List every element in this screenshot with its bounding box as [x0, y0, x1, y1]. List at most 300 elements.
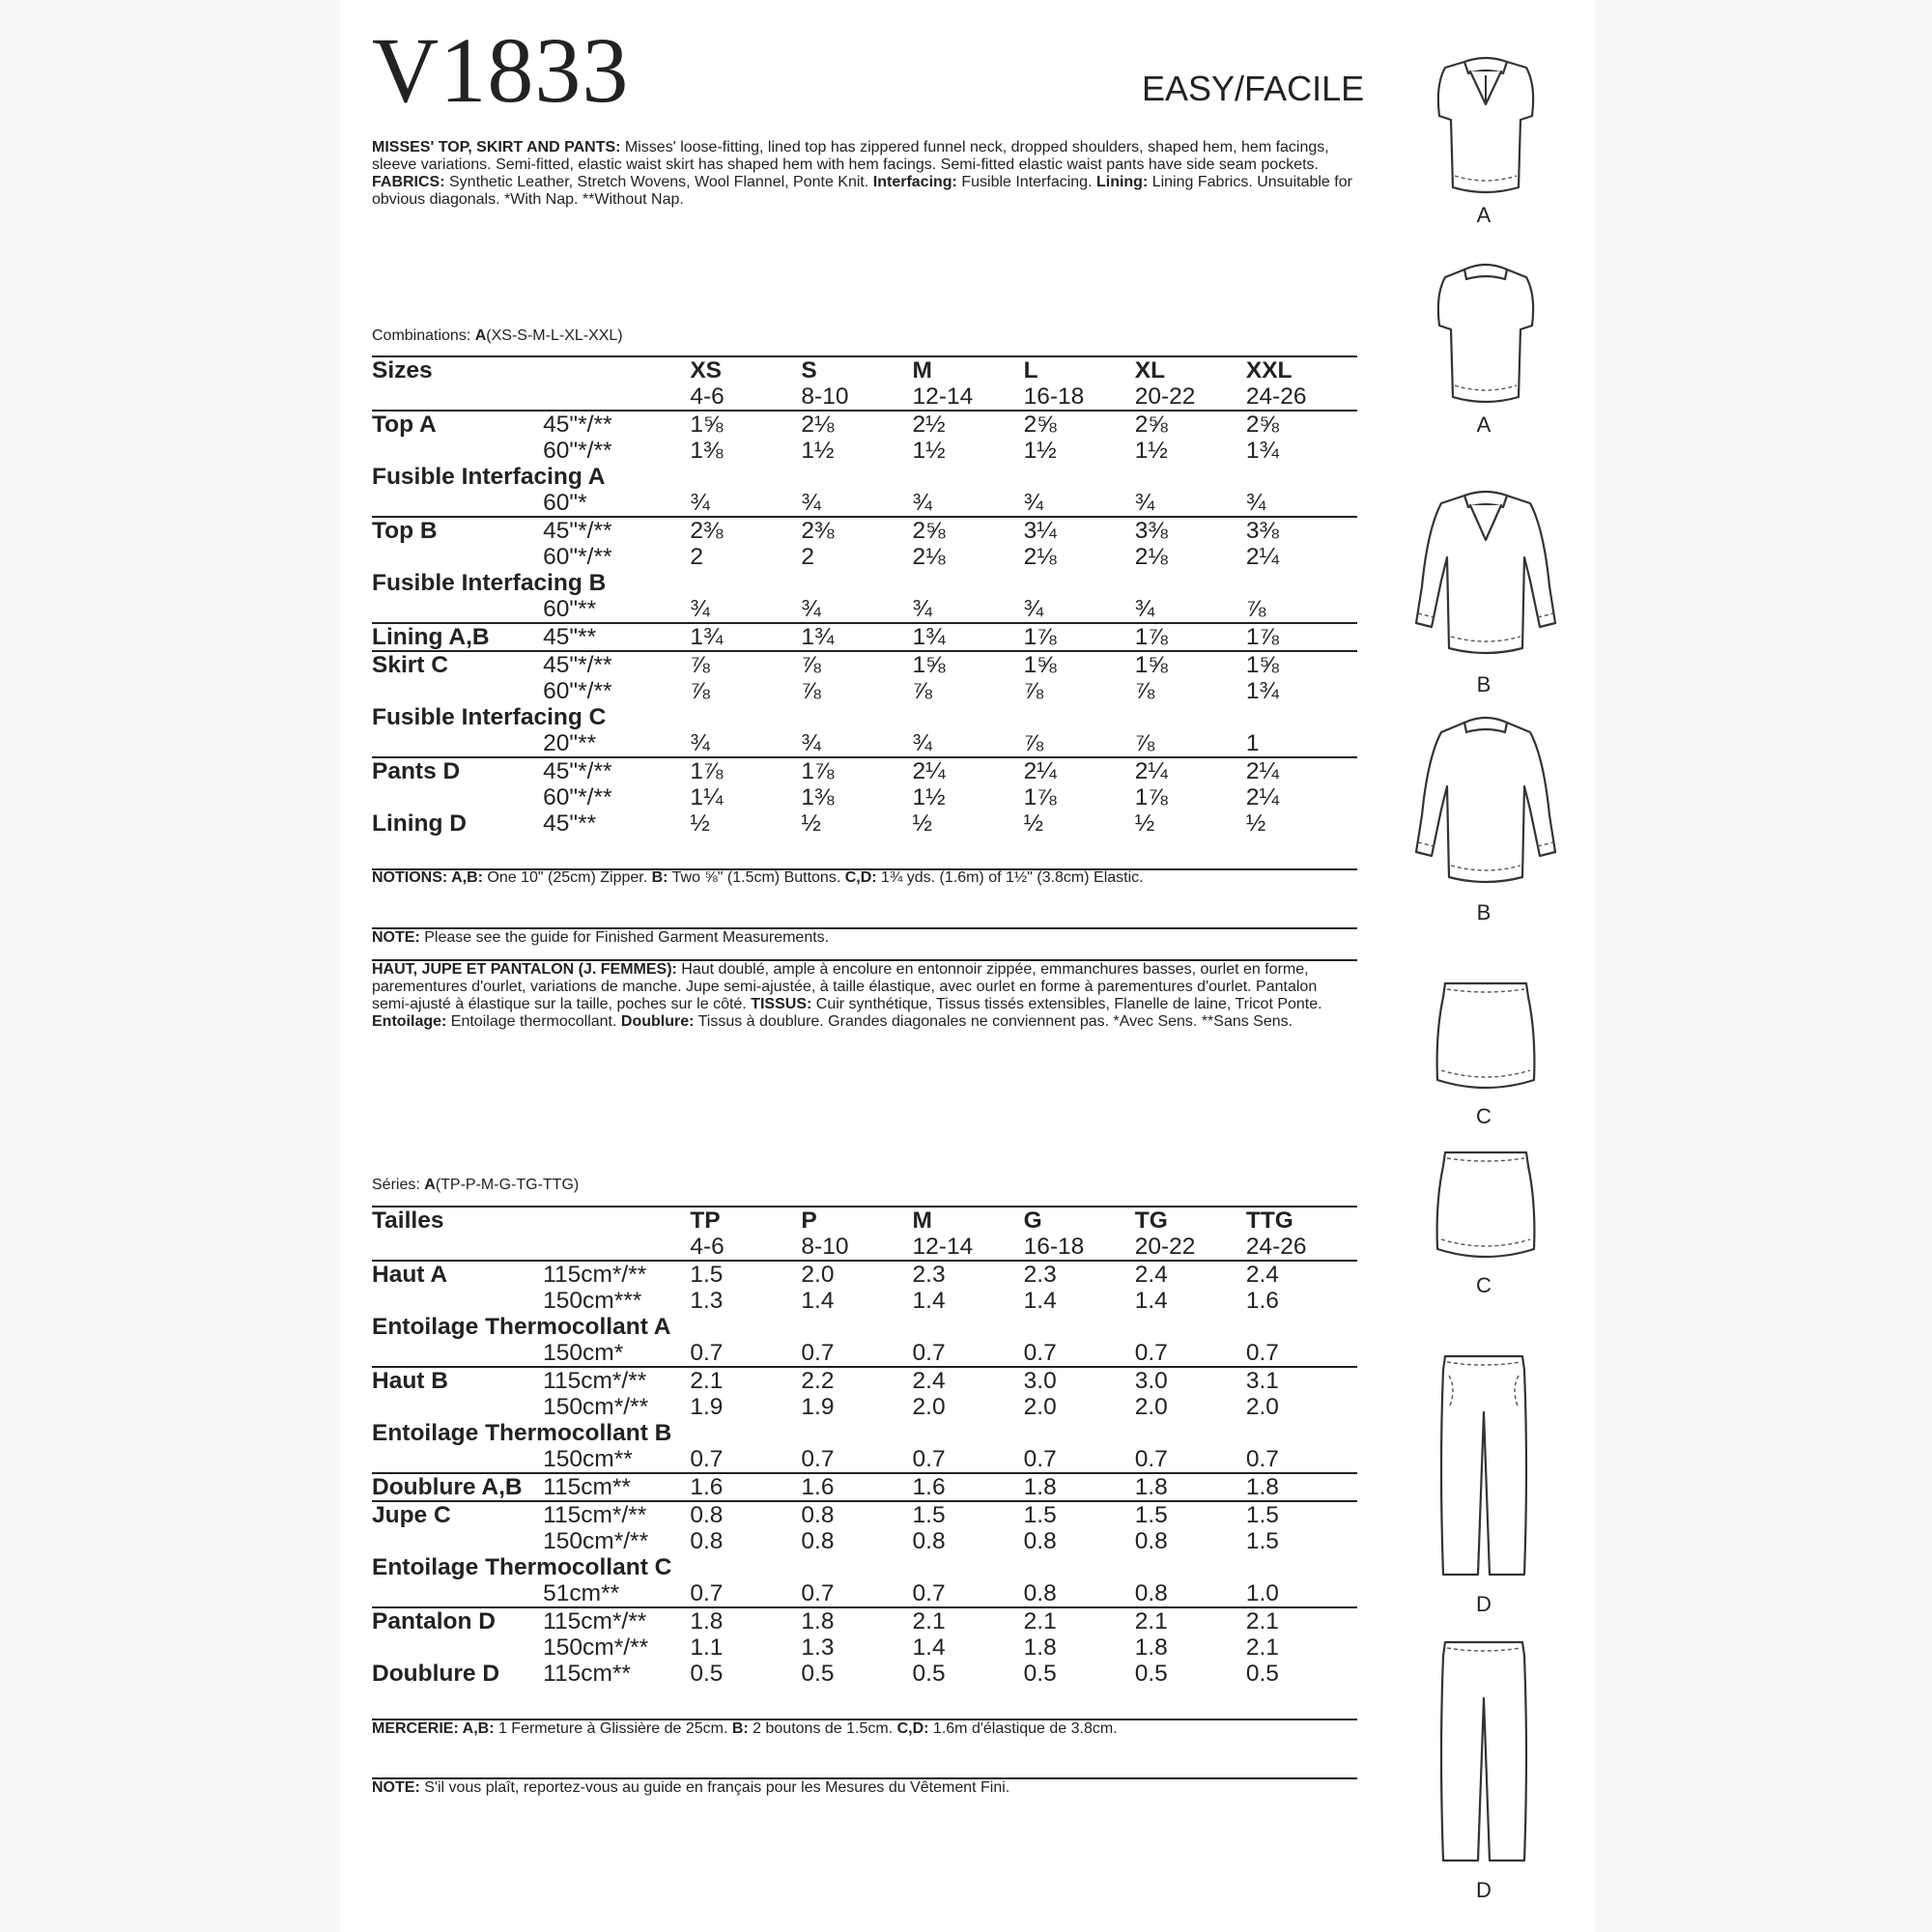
- size-heading: TG: [1134, 1208, 1168, 1234]
- yardage-cell: ⅞: [801, 678, 821, 704]
- yardage-cell: 1¾: [1245, 438, 1279, 464]
- table-row: [372, 1528, 1357, 1554]
- yardage-cell: 0.8: [690, 1528, 724, 1554]
- size-range: 12-14: [912, 1234, 974, 1260]
- table-row: [372, 1446, 1357, 1473]
- top-long-sleeve-back-icon: [1408, 709, 1563, 893]
- yardage-cell: 0.7: [690, 1446, 724, 1472]
- fabric-width: 115cm*/**: [543, 1501, 690, 1528]
- row-label: [372, 1340, 543, 1367]
- yardage-cell: 0.8: [1023, 1528, 1057, 1554]
- yardage-cell: 0.5: [1245, 1661, 1279, 1687]
- row-label: [372, 1288, 543, 1314]
- yardage-cell: 0.8: [801, 1501, 912, 1528]
- yardage-cell: 0.8: [690, 1501, 801, 1528]
- fabric-width: 150cm*: [543, 1340, 624, 1366]
- table-row: [372, 1288, 1357, 1314]
- yardage-cell: 2.3: [913, 1261, 1024, 1288]
- fabric-width: 60"*/**: [543, 678, 612, 704]
- yardage-cell: 1.0: [1245, 1580, 1279, 1606]
- table-row: [372, 596, 1357, 623]
- table-row: [372, 438, 1357, 464]
- fabric-width: 115cm*/**: [543, 1607, 690, 1634]
- yardage-cell: 3¼: [1024, 517, 1135, 544]
- note-en: NOTE: Please see the guide for Finished Garment Measurements.: [372, 929, 830, 946]
- fabric-width: 60"*/**: [543, 544, 612, 570]
- yardage-cell: 2⅝: [913, 517, 1024, 544]
- sizes-label: Tailles: [372, 1208, 444, 1234]
- fabric-width: 115cm**: [543, 1661, 631, 1687]
- size-heading: XXL: [1245, 357, 1293, 384]
- yardage-cell: 1.8: [801, 1607, 912, 1634]
- yardage-cell: 0.7: [801, 1446, 835, 1472]
- row-label: [372, 1634, 543, 1661]
- yardage-cell: 1: [1245, 730, 1260, 756]
- yardage-cell: 0.7: [1023, 1446, 1057, 1472]
- size-range: 20-22: [1134, 384, 1196, 410]
- notions-en: NOTIONS: A,B: One 10" (25cm) Zipper. B: Two ⅝" (1.5cm) Buttons. C,D: 1¾ yds. (1.6m) of 1½" (3.8cm) Elastic.: [372, 869, 1144, 886]
- description-en-title: MISSES' TOP, SKIRT AND PANTS:: [372, 139, 621, 156]
- yardage-cell: 1.5: [1135, 1501, 1246, 1528]
- yardage-cell: 1¾: [913, 623, 1024, 651]
- yardage-cell: 1.3: [690, 1288, 724, 1314]
- row-label: Doublure A,B: [372, 1473, 543, 1501]
- yardage-cell: 0.7: [690, 1340, 724, 1366]
- top-long-sleeve-front-icon: [1408, 480, 1563, 664]
- skirt-back-icon: [1430, 1145, 1542, 1270]
- yardage-cell: 0.7: [1134, 1446, 1168, 1472]
- yardage-cell: 2.4: [1246, 1261, 1357, 1288]
- yardage-cell: ¾: [1023, 596, 1044, 622]
- yardage-cell: ⅞: [1023, 730, 1044, 756]
- fabric-width: 45"**: [543, 623, 690, 651]
- view-label: D: [1476, 1878, 1492, 1902]
- notions-fr: MERCERIE: A,B: 1 Fermeture à Glissière de 25cm. B: 2 boutons de 1.5cm. C,D: 1.6m d'élastique de 3.8cm.: [372, 1720, 1118, 1737]
- row-label: Pants D: [372, 757, 543, 784]
- yardage-cell: ¾: [1134, 490, 1155, 516]
- size-heading: S: [801, 357, 817, 384]
- yardage-cell: 1½: [1023, 438, 1057, 464]
- yardage-cell: 2¼: [1135, 757, 1246, 784]
- yardage-cell: 0.7: [912, 1446, 946, 1472]
- table-row: [372, 757, 1357, 784]
- row-label: Entoilage Thermocollant C: [372, 1554, 672, 1580]
- description-en: MISSES' TOP, SKIRT AND PANTS: Misses' loose-fitting, lined top has zippered funnel neck, dropped shoulders, shaped hem, hem facings, sleeve variations. Semi-fitted, elastic waist skirt has shaped hem with hem facings. Semi-fitted elastic waist pants have side seam pockets. FABRICS: Synthetic Leather, Stretch Wovens, Wool Flannel, Ponte Knit. Interfacing: Fusible Interfacing. Lining: Lining Fabrics. Unsuitable for obvious diagonals. *With Nap. **Without Nap.: [372, 139, 1352, 208]
- top-short-sleeve-front-icon: [1428, 46, 1544, 199]
- pants-front-icon: [1435, 1350, 1532, 1582]
- row-label: [372, 784, 543, 810]
- yardage-cell: 1.4: [1023, 1288, 1057, 1314]
- size-heading: G: [1023, 1208, 1042, 1234]
- yardage-cell: ¾: [801, 596, 821, 622]
- row-label: Fusible Interfacing C: [372, 704, 607, 730]
- row-label: Doublure D: [372, 1661, 500, 1687]
- table-row: [372, 1314, 1357, 1340]
- view-label: B: [1476, 672, 1492, 696]
- fabric-width: 150cm*/**: [543, 1528, 649, 1554]
- row-label: Fusible Interfacing A: [372, 464, 606, 490]
- table-row: [372, 1580, 1357, 1607]
- yardage-cell: 1¾: [1245, 678, 1279, 704]
- description-fr-title: HAUT, JUPE ET PANTALON (J. FEMMES):: [372, 961, 677, 978]
- yardage-cell: ½: [690, 810, 710, 837]
- yardage-cell: 1.4: [801, 1288, 835, 1314]
- yardage-cell: 2¼: [1024, 757, 1135, 784]
- yardage-cell: 1⅜: [690, 438, 724, 464]
- fabric-width: 150cm***: [543, 1288, 642, 1314]
- yardage-cell: 3.0: [1135, 1367, 1246, 1394]
- fabric-width: 60"*/**: [543, 784, 612, 810]
- fabric-width: 115cm**: [543, 1473, 690, 1501]
- row-label: Skirt C: [372, 651, 543, 678]
- yardage-cell: 1⅞: [1024, 623, 1135, 651]
- table-row: [372, 623, 1357, 651]
- fabric-width: 115cm*/**: [543, 1261, 690, 1288]
- yardage-cell: 0.7: [1245, 1340, 1279, 1366]
- yardage-cell: 2: [690, 544, 703, 570]
- table-row: [372, 810, 1357, 837]
- size-range: 16-18: [1023, 384, 1085, 410]
- yardage-cell: 1.6: [913, 1473, 1024, 1501]
- yardage-cell: 1.9: [690, 1394, 724, 1420]
- row-label: [372, 544, 543, 570]
- yardage-cell: 1.5: [1246, 1501, 1357, 1528]
- table-row: [372, 517, 1357, 544]
- yardage-cell: 0.8: [1023, 1580, 1057, 1606]
- view-label: D: [1476, 1592, 1492, 1616]
- yardage-cell: 2.4: [1135, 1261, 1246, 1288]
- fabric-width: 60"*: [543, 490, 587, 516]
- size-range: 24-26: [1245, 1234, 1307, 1260]
- size-heading: P: [801, 1208, 817, 1234]
- yardage-cell: 1⅝: [913, 651, 1024, 678]
- fabric-width: 150cm*/**: [543, 1634, 649, 1661]
- row-label: [372, 596, 543, 623]
- fabric-width: 150cm**: [543, 1446, 633, 1472]
- combinations-en: Combinations: A(XS-S-M-L-XL-XXL): [372, 327, 623, 344]
- table-row: [372, 1661, 1357, 1687]
- table-row: [372, 544, 1357, 570]
- view-label: C: [1476, 1104, 1492, 1128]
- view-label: C: [1476, 1273, 1492, 1297]
- row-label: [372, 1528, 543, 1554]
- table-row: [372, 1473, 1357, 1501]
- row-label: [372, 490, 543, 517]
- yardage-cell: 0.7: [912, 1580, 946, 1606]
- yardage-cell: 3.0: [1024, 1367, 1135, 1394]
- yardage-cell: 2⅛: [801, 411, 912, 438]
- yardage-cell: 1.3: [801, 1634, 835, 1661]
- yardage-cell: 1½: [801, 438, 835, 464]
- table-row: [372, 1367, 1357, 1394]
- row-label: [372, 1580, 543, 1607]
- table-row: [372, 704, 1357, 730]
- row-label: Pantalon D: [372, 1607, 543, 1634]
- yardage-cell: ½: [1023, 810, 1044, 837]
- yardage-cell: 2⅝: [1024, 411, 1135, 438]
- yardage-cell: 0.5: [912, 1661, 946, 1687]
- row-label: Top B: [372, 517, 543, 544]
- size-heading: M: [912, 357, 932, 384]
- yardage-cell: 2.0: [1245, 1394, 1279, 1420]
- fabric-width: 115cm*/**: [543, 1367, 690, 1394]
- yardage-cell: ½: [1134, 810, 1155, 837]
- top-short-sleeve-back-icon: [1428, 256, 1544, 409]
- size-range: 8-10: [801, 1234, 849, 1260]
- yardage-cell: 2.4: [913, 1367, 1024, 1394]
- yardage-cell: 1⅞: [1134, 784, 1168, 810]
- table-row: [372, 1634, 1357, 1661]
- yardage-cell: 1⅞: [1135, 623, 1246, 651]
- row-label: [372, 678, 543, 704]
- yardage-cell: 1⅞: [801, 757, 912, 784]
- yardage-cell: 2¼: [1246, 757, 1357, 784]
- fabric-width: 45"*/**: [543, 411, 690, 438]
- table-row: [372, 1340, 1357, 1367]
- table-row: [372, 570, 1357, 596]
- skirt-front-icon: [1430, 976, 1542, 1101]
- table-row: [372, 678, 1357, 704]
- combinations-fr: Séries: A(TP-P-M-G-TG-TTG): [372, 1177, 580, 1193]
- yardage-cell: 1.5: [690, 1261, 801, 1288]
- fabric-width: 45"*/**: [543, 757, 690, 784]
- yardage-cell: 0.7: [1245, 1446, 1279, 1472]
- yardage-cell: 0.5: [801, 1661, 835, 1687]
- yardage-cell: 2⅝: [1246, 411, 1357, 438]
- yardage-cell: 2⅛: [912, 544, 946, 570]
- yardage-cell: 2.1: [1245, 1634, 1279, 1661]
- yardage-cell: 1.8: [1135, 1473, 1246, 1501]
- row-label: Fusible Interfacing B: [372, 570, 607, 596]
- sizes-label: Sizes: [372, 357, 433, 384]
- yardage-cell: 1.8: [690, 1607, 801, 1634]
- yardage-cell: 0.7: [690, 1580, 724, 1606]
- table-row: [372, 1554, 1357, 1580]
- size-range: 4-6: [690, 384, 724, 410]
- yardage-cell: 0.7: [1023, 1340, 1057, 1366]
- yardage-cell: ¾: [1245, 490, 1266, 516]
- yardage-cell: ⅞: [912, 678, 932, 704]
- yardage-cell: 2.3: [1024, 1261, 1135, 1288]
- yardage-cell: ⅞: [801, 651, 912, 678]
- yardage-cell: ¾: [690, 490, 710, 516]
- yardage-cell: ½: [1245, 810, 1266, 837]
- fabric-width: 45"**: [543, 810, 597, 837]
- size-range: 8-10: [801, 384, 849, 410]
- yardage-cell: 2⅜: [690, 517, 801, 544]
- fabric-width: 20"**: [543, 730, 597, 756]
- note-fr: NOTE: S'il vous plaît, reportez-vous au guide en français pour les Mesures du Vêtement Fini.: [372, 1779, 1010, 1796]
- yardage-cell: 2.1: [1246, 1607, 1357, 1634]
- fabric-width: 150cm*/**: [543, 1394, 649, 1420]
- row-label: Lining A,B: [372, 623, 543, 651]
- yardage-cell: ¾: [912, 596, 932, 622]
- size-range: 24-26: [1245, 384, 1307, 410]
- yardage-cell: 0.8: [1134, 1528, 1168, 1554]
- table-row: [372, 784, 1357, 810]
- size-range: 20-22: [1134, 1234, 1196, 1260]
- yardage-cell: 1.4: [912, 1288, 946, 1314]
- size-range: 16-18: [1023, 1234, 1085, 1260]
- yardage-cell: 0.5: [1134, 1661, 1168, 1687]
- table-row: [372, 1394, 1357, 1420]
- row-label: Haut A: [372, 1261, 543, 1288]
- yardage-cell: 1.4: [912, 1634, 946, 1661]
- fabric-width: 60"**: [543, 596, 597, 622]
- yardage-cell: 0.8: [912, 1528, 946, 1554]
- size-heading: TTG: [1245, 1208, 1293, 1234]
- yardage-cell: 2.0: [1134, 1394, 1168, 1420]
- yardage-cell: 2¼: [1245, 784, 1279, 810]
- yardage-cell: 0.7: [912, 1340, 946, 1366]
- yardage-cell: 1¾: [801, 623, 912, 651]
- fabric-width: 60"*/**: [543, 438, 612, 464]
- yardage-cell: 1.5: [913, 1501, 1024, 1528]
- yardage-table-fr: [372, 1208, 1357, 1687]
- size-range: 12-14: [912, 384, 974, 410]
- view-label: A: [1476, 412, 1492, 437]
- yardage-cell: 1⅜: [801, 784, 835, 810]
- yardage-cell: 1¼: [690, 784, 724, 810]
- table-row: [372, 490, 1357, 517]
- yardage-cell: ¾: [912, 730, 932, 756]
- size-heading: TP: [690, 1208, 721, 1234]
- yardage-cell: ¾: [1134, 596, 1155, 622]
- yardage-cell: 1⅝: [690, 411, 801, 438]
- yardage-cell: ⅞: [690, 651, 801, 678]
- yardage-cell: 2⅛: [1023, 544, 1057, 570]
- yardage-cell: 2⅛: [1134, 544, 1168, 570]
- yardage-cell: 2.0: [912, 1394, 946, 1420]
- row-label: Top A: [372, 411, 543, 438]
- yardage-cell: 1.8: [1134, 1634, 1168, 1661]
- view-label: A: [1476, 203, 1492, 227]
- yardage-cell: 3.1: [1246, 1367, 1357, 1394]
- table-row: [372, 464, 1357, 490]
- yardage-cell: 2.1: [913, 1607, 1024, 1634]
- yardage-cell: ⅞: [1134, 730, 1155, 756]
- yardage-cell: ¾: [912, 490, 932, 516]
- yardage-cell: 2¼: [913, 757, 1024, 784]
- yardage-cell: 2½: [913, 411, 1024, 438]
- yardage-cell: 1⅞: [1246, 623, 1357, 651]
- table-row: [372, 411, 1357, 438]
- yardage-cell: 1.4: [1134, 1288, 1168, 1314]
- yardage-cell: 1½: [912, 438, 946, 464]
- row-label: [372, 1394, 543, 1420]
- yardage-cell: 1½: [1134, 438, 1168, 464]
- yardage-cell: 2.0: [1023, 1394, 1057, 1420]
- yardage-cell: ⅞: [690, 678, 710, 704]
- yardage-cell: 2.1: [1024, 1607, 1135, 1634]
- yardage-cell: 2⅜: [801, 517, 912, 544]
- yardage-cell: 0.7: [801, 1580, 835, 1606]
- pattern-number: V1833: [372, 18, 630, 122]
- yardage-cell: 1.6: [801, 1473, 912, 1501]
- row-label: [372, 438, 543, 464]
- yardage-cell: 1.5: [1024, 1501, 1135, 1528]
- yardage-cell: ½: [912, 810, 932, 837]
- yardage-cell: 1½: [912, 784, 946, 810]
- yardage-cell: 1.8: [1246, 1473, 1357, 1501]
- yardage-cell: 3⅜: [1246, 517, 1357, 544]
- yardage-cell: 1.8: [1023, 1634, 1057, 1661]
- yardage-cell: 1⅝: [1024, 651, 1135, 678]
- yardage-cell: 2.0: [801, 1261, 912, 1288]
- yardage-cell: 0.5: [690, 1661, 724, 1687]
- size-heading: L: [1023, 357, 1038, 384]
- yardage-cell: 0.8: [1134, 1580, 1168, 1606]
- yardage-cell: ¾: [690, 730, 710, 756]
- yardage-cell: 0.7: [801, 1340, 835, 1366]
- yardage-cell: 2.1: [1135, 1607, 1246, 1634]
- yardage-cell: 2.2: [801, 1367, 912, 1394]
- size-heading: XS: [690, 357, 722, 384]
- row-label: [372, 1446, 543, 1473]
- table-row: [372, 1607, 1357, 1634]
- yardage-cell: 0.5: [1023, 1661, 1057, 1687]
- description-fr: HAUT, JUPE ET PANTALON (J. FEMMES): Haut doublé, ample à encolure en entonnoir zippée, emmanchures basses, ourlet en forme, parementures d'ourlet, variations de manche. Jupe semi-ajustée, à taille élastique, avec ourlet en forme à parementures d'ourlet. Pantalon semi-ajusté à élastique sur la taille, poches sur le côté. TISSUS: Cuir synthétique, Tissus tissés extensibles, Flanelle de laine, Tricot Ponte. Entoilage: Entoilage thermocollant. Doublure: Tissus à doublure. Grandes diagonales ne conviennent pas. *Avec Sens. **Sans Sens.: [372, 961, 1322, 1030]
- row-label: [372, 730, 543, 757]
- yardage-cell: ½: [801, 810, 821, 837]
- yardage-cell: 1.1: [690, 1634, 724, 1661]
- yardage-table-en: [372, 357, 1357, 837]
- table-row: [372, 1501, 1357, 1528]
- yardage-cell: 0.7: [1134, 1340, 1168, 1366]
- row-label: Entoilage Thermocollant B: [372, 1420, 672, 1446]
- yardage-cell: 2⅝: [1135, 411, 1246, 438]
- table-row: [372, 730, 1357, 757]
- yardage-cell: ¾: [801, 490, 821, 516]
- yardage-cell: 1.6: [1245, 1288, 1279, 1314]
- yardage-cell: 1⅝: [1135, 651, 1246, 678]
- size-heading: XL: [1134, 357, 1166, 384]
- row-label: Haut B: [372, 1367, 543, 1394]
- yardage-cell: 2.1: [690, 1367, 801, 1394]
- fabric-width: 45"*/**: [543, 651, 690, 678]
- yardage-cell: 1.5: [1245, 1528, 1279, 1554]
- pants-back-icon: [1435, 1636, 1532, 1868]
- yardage-cell: 3⅜: [1135, 517, 1246, 544]
- yardage-cell: ⅞: [1245, 596, 1266, 622]
- table-row: [372, 1420, 1357, 1446]
- yardage-cell: ¾: [690, 596, 710, 622]
- table-row: [372, 1261, 1357, 1288]
- yardage-cell: ⅞: [1134, 678, 1155, 704]
- yardage-cell: 1⅝: [1246, 651, 1357, 678]
- yardage-cell: 1.9: [801, 1394, 835, 1420]
- yardage-cell: 0.8: [801, 1528, 835, 1554]
- fabric-width: 45"*/**: [543, 517, 690, 544]
- fabric-width: 51cm**: [543, 1580, 620, 1606]
- yardage-cell: 1.6: [690, 1473, 801, 1501]
- yardage-cell: ⅞: [1023, 678, 1044, 704]
- yardage-cell: ¾: [801, 730, 821, 756]
- yardage-cell: 1⅞: [1023, 784, 1057, 810]
- yardage-cell: 1¾: [690, 623, 801, 651]
- yardage-cell: ¾: [1023, 490, 1044, 516]
- row-label: Jupe C: [372, 1501, 543, 1528]
- row-label: Lining D: [372, 810, 467, 837]
- view-label: B: [1476, 900, 1492, 924]
- difficulty-label: EASY/FACILE: [1142, 69, 1365, 108]
- size-heading: M: [912, 1208, 932, 1234]
- yardage-cell: 2¼: [1245, 544, 1279, 570]
- row-label: Entoilage Thermocollant A: [372, 1314, 671, 1340]
- size-range: 4-6: [690, 1234, 724, 1260]
- yardage-cell: 2: [801, 544, 815, 570]
- yardage-cell: 1⅞: [690, 757, 801, 784]
